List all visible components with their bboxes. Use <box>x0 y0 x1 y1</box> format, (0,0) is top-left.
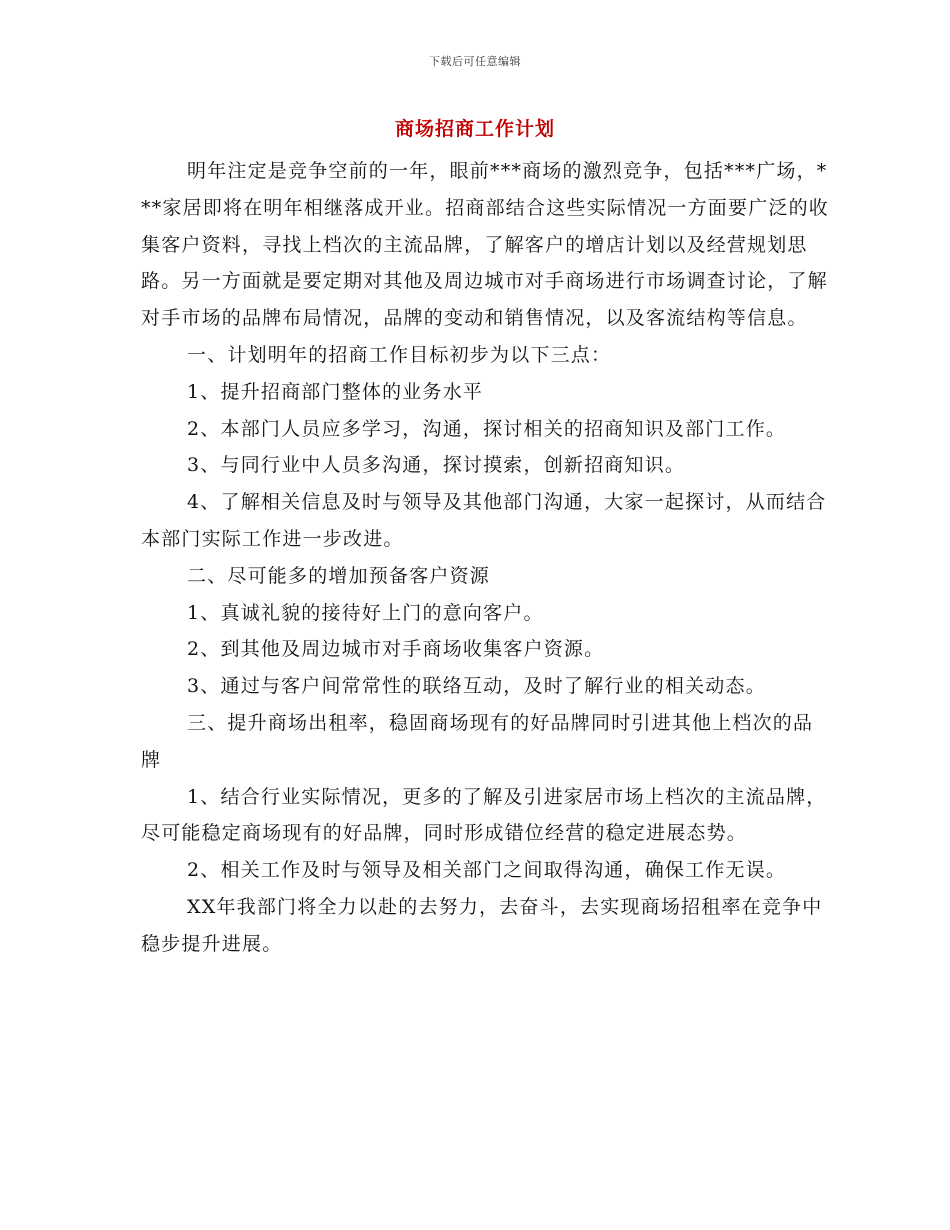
paragraph-intro: 明年注定是竞争空前的一年，眼前***商场的激烈竞争，包括***广场，***家居即将在明年相继落成开业。招商部结合这些实际情况一方面要广泛的收集客户资料，寻找上档次的主流品牌，了解客户的增店计划以及经营规划思路。另一方面就是要定期对其他及周边城市对手商场进行市场调查讨论，了解对手市场的品牌布局情况，品牌的变动和销售情况，以及客流结构等信息。 <box>141 160 830 330</box>
paragraph-section-3-heading: 三、提升商场出租率，稳固商场现有的好品牌同时引进其他上档次的品牌 <box>141 711 814 771</box>
paragraph-item: 1、结合行业实际情况，更多的了解及引进家居市场上档次的主流品牌，尽可能稳定商场现有的好品牌，同时形成错位经营的稳定进展态势。 <box>141 785 827 845</box>
paragraph-item: 4、了解相关信息及时与领导及其他部门沟通，大家一起探讨，从而结合本部门实际工作进一步改进。 <box>141 491 827 550</box>
paragraph-item: 1、真诚礼貌的接待好上门的意向客户。 <box>187 601 544 624</box>
paragraph-item: 1、提升招商部门整体的业务水平 <box>187 380 484 403</box>
paragraph-item: 2、到其他及周边城市对手商场收集客户资源。 <box>187 638 605 661</box>
paragraph-item: 3、与同行业中人员多沟通，探讨摸索，创新招商知识。 <box>187 454 686 477</box>
paragraph-item: 3、通过与客户间常常性的联络互动，及时了解行业的相关动态。 <box>187 675 766 698</box>
document-body <box>141 153 831 963</box>
paragraph-section-2-heading: 二、尽可能多的增加预备客户资源 <box>187 564 491 587</box>
paragraph-item: 2、相关工作及时与领导及相关部门之间取得沟通，确保工作无误。 <box>187 859 787 882</box>
paragraph-conclusion: XX年我部门将全力以赴的去努力，去奋斗，去实现商场招租率在竞争中稳步提升进展。 <box>141 895 823 955</box>
paragraph-section-1-heading: 一、计划明年的招商工作目标初步为以下三点： <box>187 343 612 366</box>
page-header: 下载后可任意编辑 <box>429 55 521 68</box>
document-title: 商场招商工作计划 <box>394 118 555 140</box>
paragraph-item: 2、本部门人员应多学习，沟通，探讨相关的招商知识及部门工作。 <box>187 417 787 440</box>
